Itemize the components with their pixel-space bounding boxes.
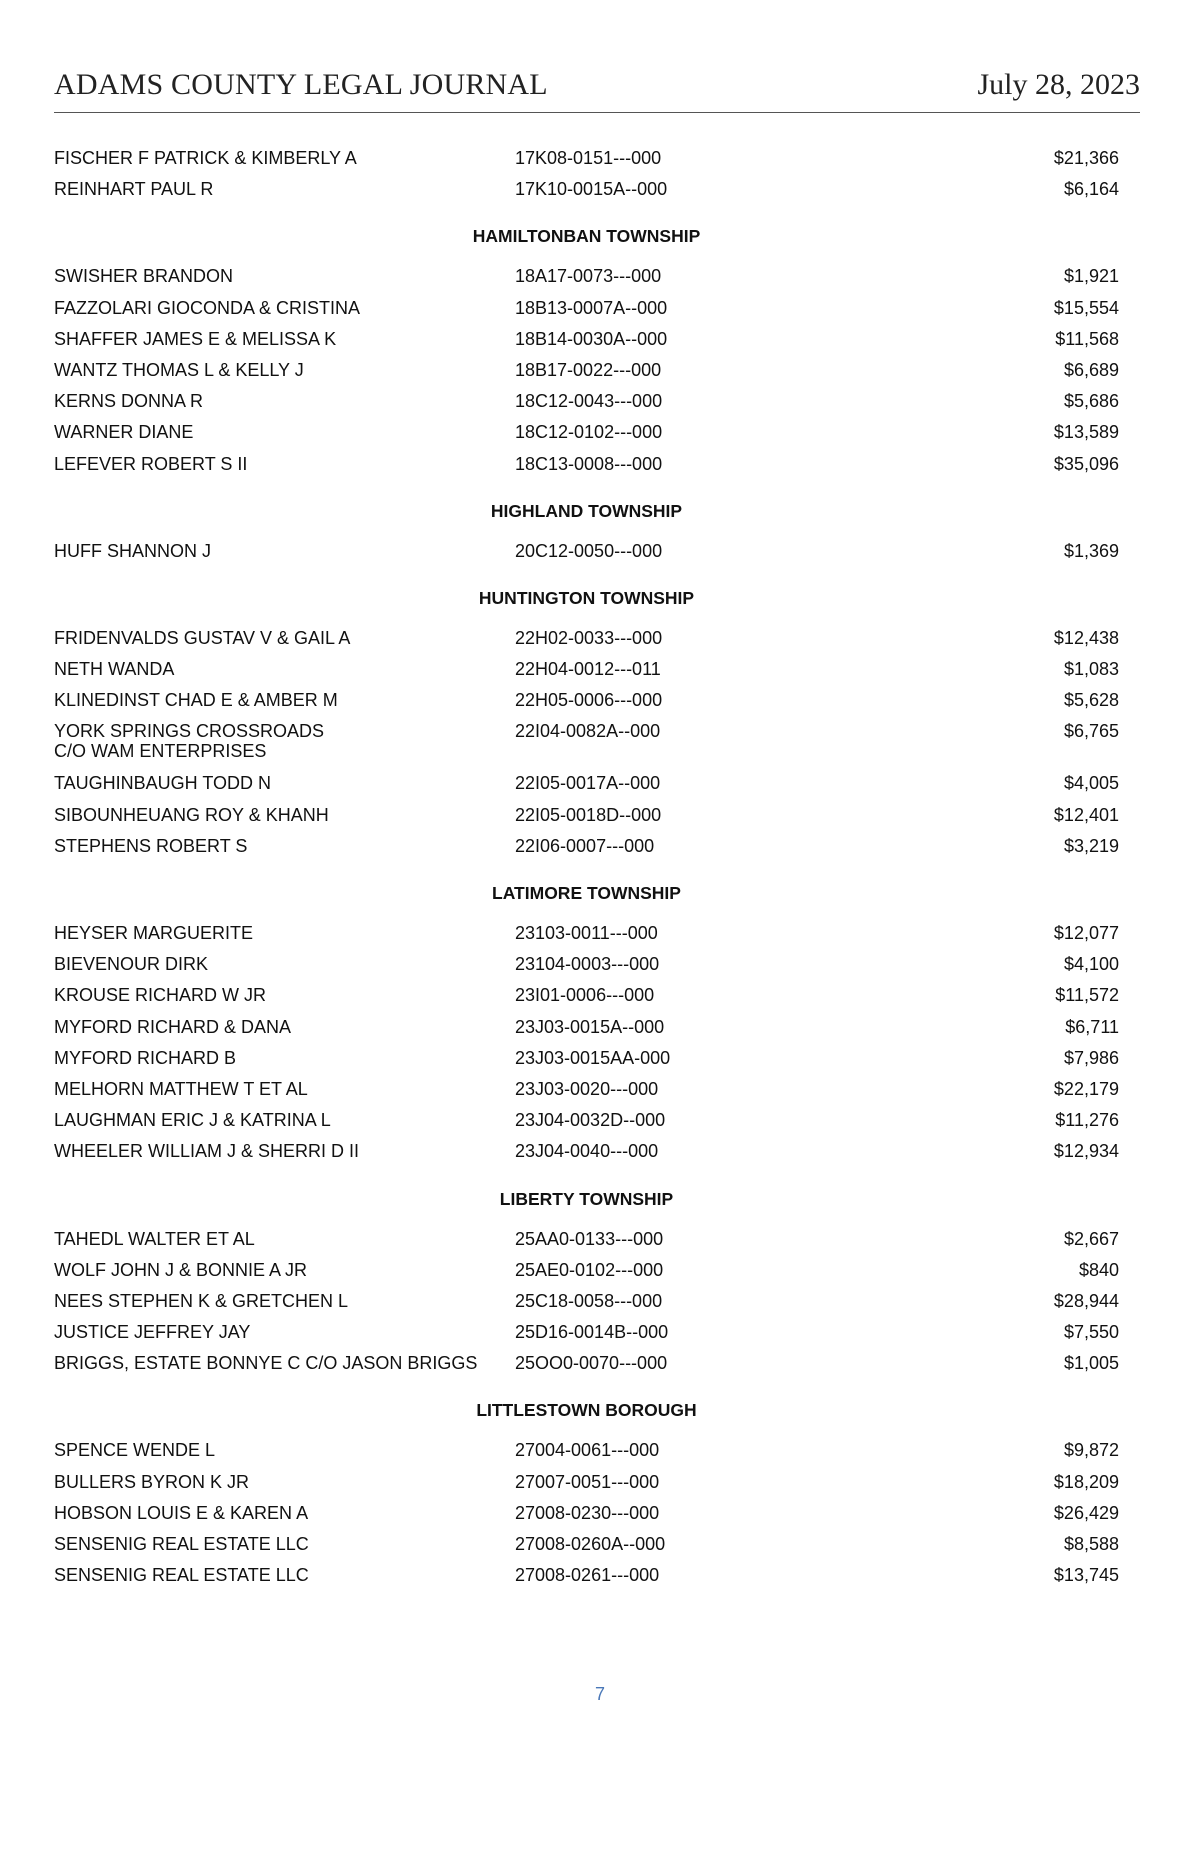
table-row [54,1499,1119,1530]
amount-due: $22,179 [1053,1078,1119,1099]
parcel-number: 27007-0051---000 [515,1471,660,1492]
table-row [54,1436,1119,1467]
owner-name: MYFORD RICHARD & DANA [54,1016,292,1037]
amount-due: $13,745 [1053,1565,1119,1586]
owner-name: WARNER DIANE [54,422,194,443]
amount-due: $11,572 [1055,985,1119,1006]
parcel-number: 25AA0-0133---000 [515,1228,664,1249]
table-row [54,801,1119,832]
section-title: HUNTINGTON TOWNSHIP [478,587,695,608]
owner-name: SWISHER BRANDON [54,266,234,287]
page-number: 7 [594,1684,605,1704]
amount-due: $4,100 [1063,954,1119,975]
parcel-number: 27008-0261---000 [515,1565,660,1586]
table-row [54,450,1119,481]
table-row [54,294,1119,325]
amount-due: $6,711 [1065,1016,1119,1037]
parcel-number: 22I06-0007---000 [515,835,655,856]
parcel-number: 22H05-0006---000 [515,690,663,711]
owner-name: KLINEDINST CHAD E & AMBER M [54,690,338,711]
parcel-number: 18A17-0073---000 [515,266,662,287]
amount-due: $15,554 [1053,297,1119,318]
owner-name: LEFEVER ROBERT S II [54,453,248,474]
table-row [54,1468,1119,1499]
amount-due: $5,686 [1063,391,1119,412]
owner-name: WOLF JOHN J & BONNIE A JR [54,1259,308,1280]
amount-due: $1,921 [1063,266,1119,287]
section-title: HAMILTONBAN TOWNSHIP [472,226,701,247]
parcel-number: 27008-0230---000 [515,1502,660,1523]
owner-name: BRIGGS, ESTATE BONNYE C C/O JASON BRIGGS [54,1353,478,1374]
amount-due: $8,588 [1063,1534,1119,1554]
owner-name: BULLERS BYRON K JR [54,1471,250,1492]
parcel-number: 22I05-0017A--000 [515,773,661,794]
owner-name: KROUSE RICHARD W JR [54,985,267,1006]
amount-due: $26,429 [1053,1502,1119,1523]
owner-name: YORK SPRINGS CROSSROADS C/O WAM ENTERPRISES [54,721,325,762]
parcel-number: 25AE0-0102---000 [515,1259,664,1280]
owner-name: LAUGHMAN ERIC J & KATRINA L [54,1110,331,1131]
table-row [54,262,1119,293]
owner-name: SIBOUNHEUANG ROY & KHANH [54,804,329,825]
owner-name: WANTZ THOMAS L & KELLY J [54,359,304,380]
owner-name: SHAFFER JAMES E & MELISSA K [54,328,337,349]
amount-due: $1,005 [1063,1353,1119,1374]
owner-name: NEES STEPHEN K & GRETCHEN L [54,1290,349,1311]
owner-name: WHEELER WILLIAM J & SHERRI D II [54,1141,360,1162]
table-row [54,950,1119,981]
table-row [54,717,1119,769]
amount-due: $11,276 [1055,1110,1119,1131]
parcel-number: 17K08-0151---000 [515,148,662,168]
table-row [54,1349,1119,1380]
owner-name: SPENCE WENDE L [54,1440,216,1461]
parcel-number: 23J03-0020---000 [515,1078,659,1099]
amount-due: $1,369 [1063,540,1119,561]
table-row [54,981,1119,1012]
amount-due: $12,934 [1053,1141,1119,1162]
parcel-number: 18C12-0102---000 [515,422,663,443]
amount-due: $21,366 [1053,148,1119,168]
amount-due: $12,077 [1053,923,1119,943]
parcel-number: 18C12-0043---000 [515,391,663,412]
table-row [54,919,1119,950]
amount-due: $18,209 [1053,1471,1119,1492]
parcel-number: 23J03-0015A--000 [515,1016,665,1037]
table-row [54,1256,1119,1287]
table-row [54,1137,1119,1168]
owner-name: FISCHER F PATRICK & KIMBERLY A [54,148,357,168]
parcel-number: 25OO0-0070---000 [515,1353,668,1374]
journal-title: ADAMS COUNTY LEGAL JOURNAL [54,68,548,101]
section-title: HIGHLAND TOWNSHIP [490,500,683,521]
parcel-number: 18B13-0007A--000 [515,297,668,318]
parcel-number: 22H04-0012---011 [515,659,661,680]
table-row [54,1106,1119,1137]
parcel-number: 25D16-0014B--000 [515,1322,669,1343]
amount-due: $3,219 [1063,835,1119,856]
table-row [54,769,1119,800]
table-row [54,832,1119,863]
table-row [54,144,1119,175]
owner-name: KERNS DONNA R [54,391,204,412]
amount-due: $6,164 [1063,179,1119,200]
parcel-number: 22H02-0033---000 [515,627,663,648]
table-row [54,356,1119,387]
owner-name: HEYSER MARGUERITE [54,923,254,943]
owner-name: BIEVENOUR DIRK [54,954,209,975]
parcel-number: 18B14-0030A--000 [515,328,668,349]
parcel-number: 17K10-0015A--000 [515,179,668,200]
table-row [54,624,1119,655]
amount-due: $12,401 [1053,804,1119,825]
owner-name: TAUGHINBAUGH TODD N [54,773,272,794]
parcel-number: 27004-0061---000 [515,1440,660,1461]
owner-name: FAZZOLARI GIOCONDA & CRISTINA [54,297,361,318]
owner-name: MYFORD RICHARD B [54,1047,237,1068]
parcel-number: 23I01-0006---000 [515,985,655,1006]
amount-due: $6,765 [1063,721,1119,742]
table-row [54,325,1119,356]
table-row [54,1318,1119,1349]
table-row [54,1561,1119,1592]
table-row [54,655,1119,686]
table-row [54,1013,1119,1044]
table-row [54,1044,1119,1075]
owner-name: SENSENIG REAL ESTATE LLC [54,1565,309,1586]
amount-due: $7,550 [1063,1322,1119,1343]
amount-due: $35,096 [1053,453,1119,474]
amount-due: $2,667 [1063,1228,1119,1249]
table-row [54,387,1119,418]
owner-name: HOBSON LOUIS E & KAREN A [54,1502,309,1523]
table-row [54,1075,1119,1106]
section-title: LATIMORE TOWNSHIP [492,883,681,903]
amount-due: $13,589 [1053,422,1119,443]
table-row [54,1225,1119,1256]
amount-due: $5,628 [1063,690,1119,711]
parcel-number: 18B17-0022---000 [515,359,662,380]
journal-date: July 28, 2023 [977,68,1140,101]
parcel-number: 23J04-0032D--000 [515,1110,666,1131]
table-row [54,537,1119,568]
owner-name: SENSENIG REAL ESTATE LLC [54,1534,309,1554]
parcel-number: 23J04-0040---000 [515,1141,659,1162]
owner-name: TAHEDL WALTER ET AL [54,1228,255,1249]
parcel-number: 20C12-0050---000 [515,540,663,561]
table-row [54,1530,1119,1561]
table-row [54,1287,1119,1318]
parcel-number: 22I05-0018D--000 [515,804,662,825]
amount-due: $12,438 [1053,627,1119,648]
amount-due: $1,083 [1063,659,1119,680]
parcel-number: 25C18-0058---000 [515,1290,663,1311]
section-title: LITTLESTOWN BOROUGH [476,1400,697,1421]
parcel-number: 18C13-0008---000 [515,453,663,474]
table-row [54,686,1119,717]
amount-due: $6,689 [1063,359,1119,380]
parcel-number: 23J03-0015AA-000 [515,1047,671,1068]
parcel-number: 23103-0011---000 [515,923,658,943]
section-title: LIBERTY TOWNSHIP [499,1188,674,1209]
owner-name: REINHART PAUL R [54,179,214,200]
owner-name: STEPHENS ROBERT S [54,835,248,856]
owner-name: NETH WANDA [54,659,175,680]
amount-due: $9,872 [1063,1440,1119,1461]
owner-name: FRIDENVALDS GUSTAV V & GAIL A [54,627,351,648]
journal-header [54,62,1140,113]
amount-due: $11,568 [1055,328,1119,349]
parcel-number: 22I04-0082A--000 [515,721,661,742]
parcel-number: 27008-0260A--000 [515,1534,666,1554]
listing-table [54,144,1119,1592]
amount-due: $840 [1078,1259,1119,1280]
amount-due: $28,944 [1053,1290,1119,1311]
table-row [54,418,1119,449]
owner-name: MELHORN MATTHEW T ET AL [54,1078,308,1099]
amount-due: $7,986 [1063,1047,1119,1068]
owner-name: JUSTICE JEFFREY JAY [54,1322,251,1343]
table-row [54,175,1119,206]
parcel-number: 23104-0003---000 [515,954,660,975]
amount-due: $4,005 [1063,773,1119,794]
owner-name: HUFF SHANNON J [54,540,211,561]
